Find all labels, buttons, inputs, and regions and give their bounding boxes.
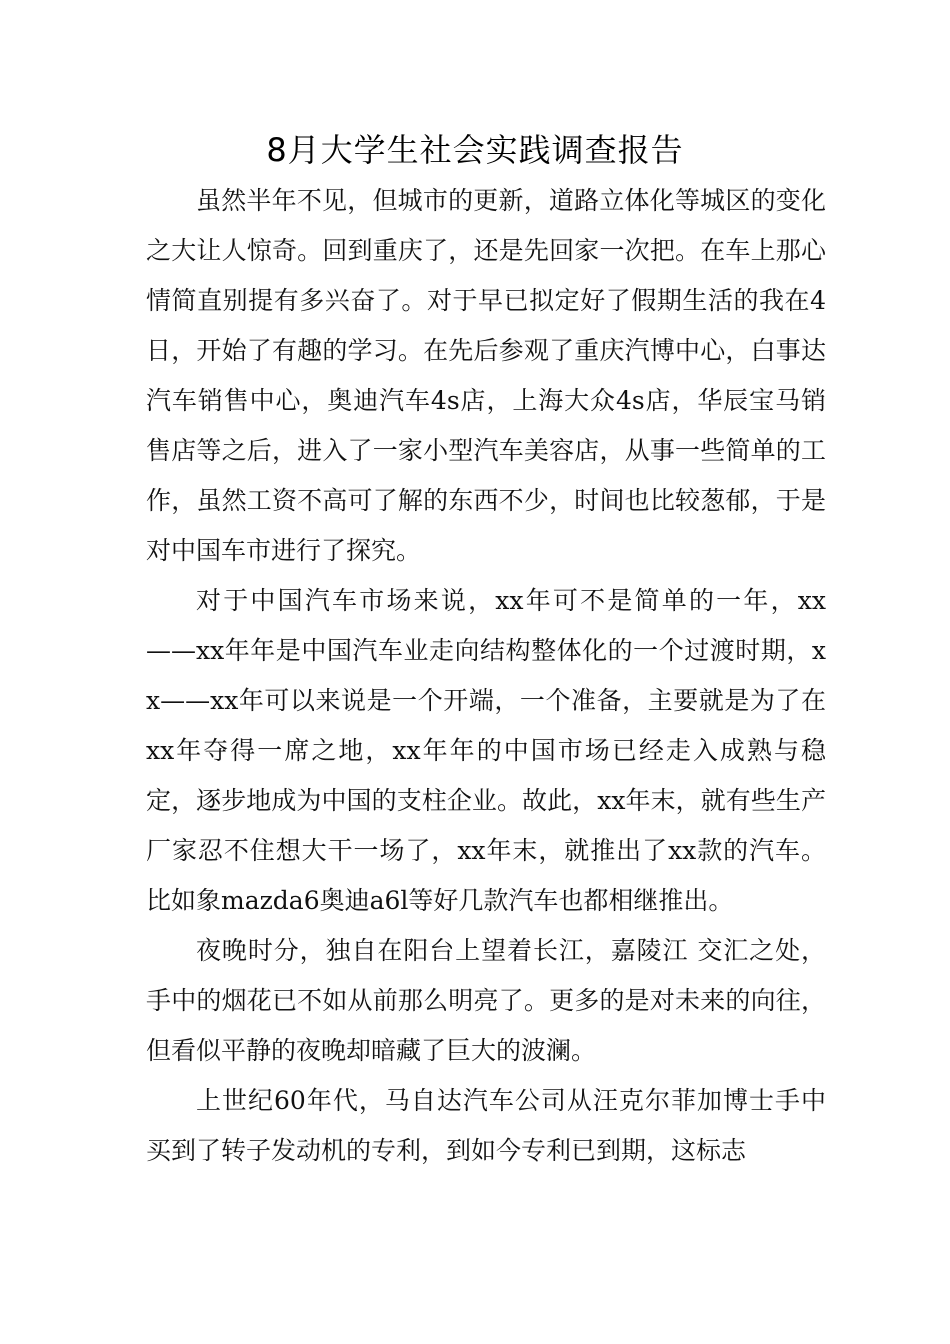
document-title: 8月大学生社会实践调查报告 <box>266 131 684 169</box>
paragraph-1: 虽然半年不见，但城市的更新，道路立体化等城区的变化之大让人惊奇。回到重庆了，还是先回家一次把。在车上那心情简直别提有多兴奋了。对于早已拟定好了假期生活的我在4日，开始了有趣的学习。在先后参观了重庆汽博中心，白事达汽车销售中心，奥迪汽车4s店，上海大众4s店，华辰宝马销售店等之后，进入了一家小型汽车美容店，从事一些简单的工作，虽然工资不高可了解的东西不少，时间也比较葱郁，于是对中国车市进行了探究。 <box>146 186 826 565</box>
paragraph-3: 夜晚时分，独自在阳台上望着长江，嘉陵江 交汇之处，手中的烟花已不如从前那么明亮了。更多的是对未来的向往，但看似平静的夜晚却暗藏了巨大的波澜。 <box>146 936 826 1065</box>
paragraph-4: 上世纪60年代，马自达汽车公司从汪克尔菲加博士手中买到了转子发动机的专利，到如今专利已到期，这标志 <box>146 1086 826 1165</box>
paragraph-2: 对于中国汽车市场来说，xx年可不是简单的一年，xx——xx年年是中国汽车业走向结构整体化的一个过渡时期，xx——xx年可以来说是一个开端，一个准备，主要就是为了在xx年夺得一席之地，xx年年的中国市场已经走入成熟与稳定，逐步地成为中国的支柱企业。故此，xx年末，就有些生产厂家忍不住想大干一场了，xx年末，就推出了xx款的汽车。比如象mazda6奥迪a6l等好几款汽车也都相继推出。 <box>146 586 826 915</box>
document-body <box>146 176 826 1176</box>
